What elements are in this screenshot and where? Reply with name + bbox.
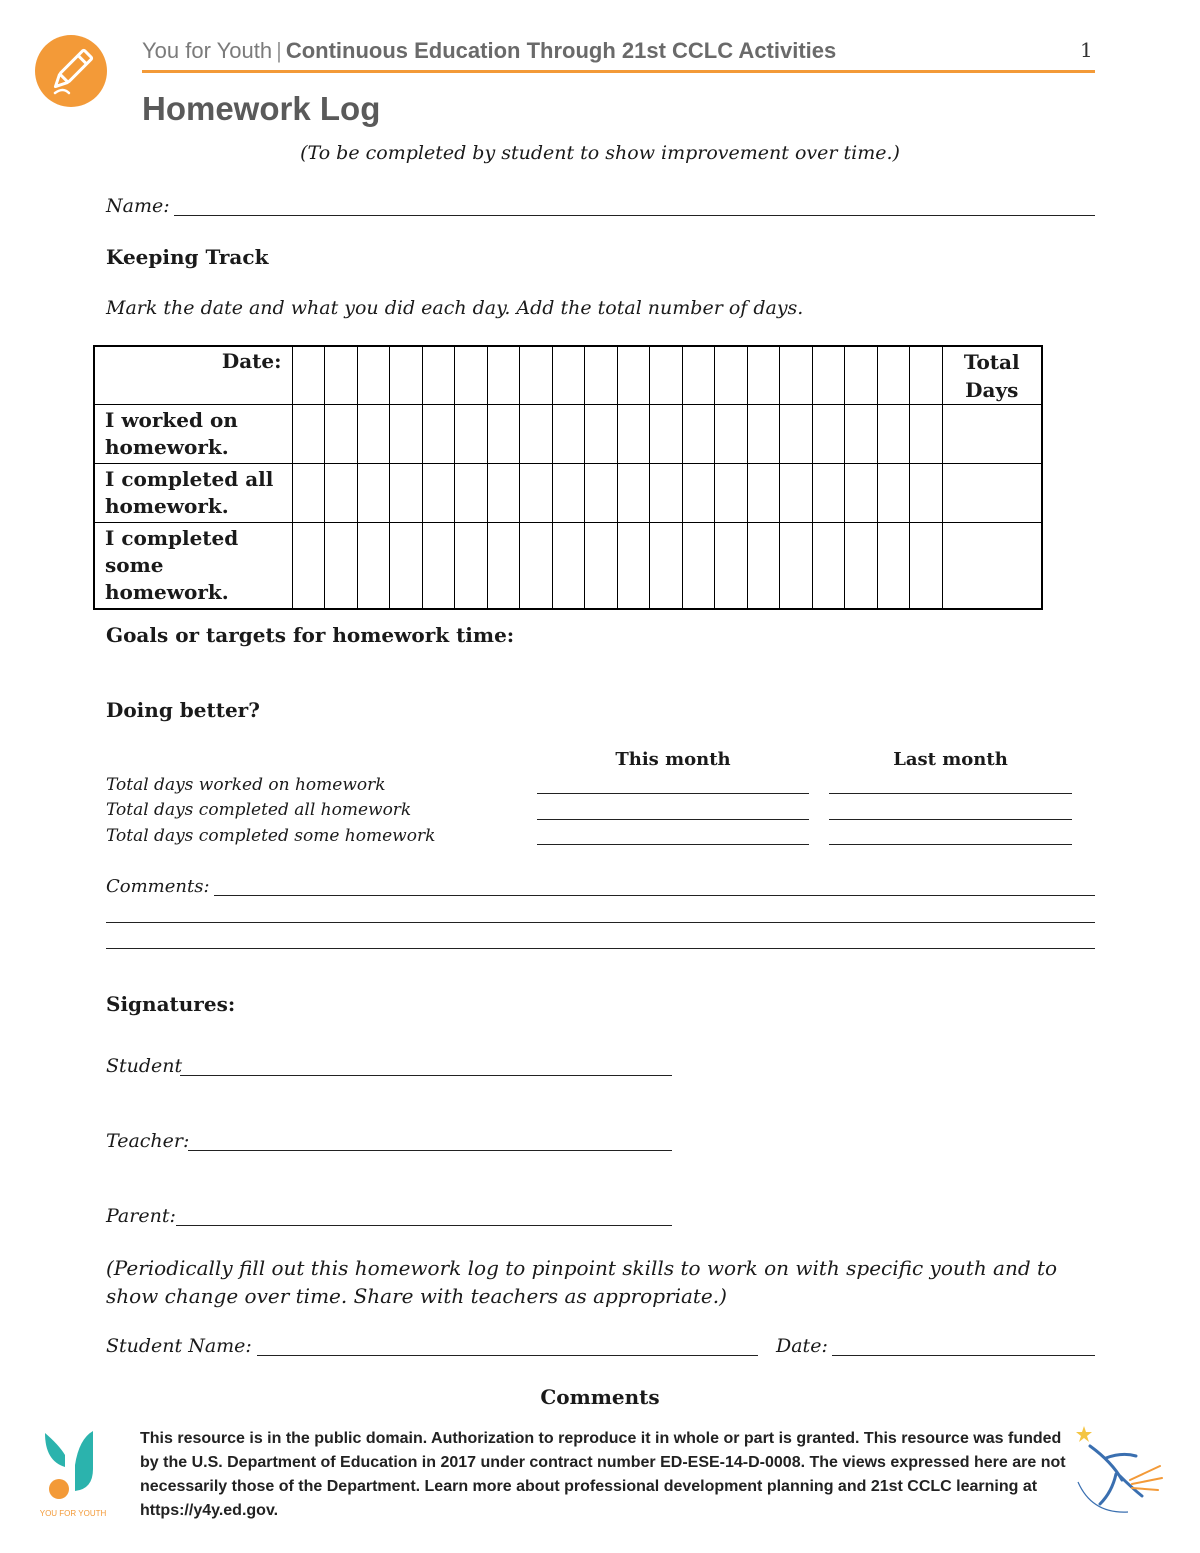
check-cell[interactable] — [552, 405, 585, 464]
date-header: Date: — [94, 346, 292, 405]
comments-heading: Comments — [540, 1385, 660, 1409]
table-row-worked — [94, 405, 1042, 464]
date-cell[interactable] — [650, 346, 683, 405]
table-row-dates — [94, 346, 1042, 405]
check-cell[interactable] — [747, 464, 780, 523]
row-label-line: homework. — [105, 580, 229, 604]
date-cell[interactable] — [617, 346, 650, 405]
check-cell[interactable] — [617, 523, 650, 610]
check-cell[interactable] — [585, 464, 618, 523]
check-cell[interactable] — [910, 464, 943, 523]
check-cell[interactable] — [715, 464, 748, 523]
this-month-header: This month — [615, 749, 731, 770]
last-month-completed-some-line[interactable] — [829, 844, 1072, 845]
date-cell[interactable] — [292, 346, 325, 405]
header-subtitle: Continuous Education Through 21st CCLC Activities — [285, 38, 837, 63]
date-cell[interactable] — [422, 346, 455, 405]
stat-label-completed-all: Total days completed all homework — [106, 800, 412, 820]
last-month-completed-all-line[interactable] — [829, 819, 1072, 820]
check-cell[interactable] — [292, 405, 325, 464]
check-cell[interactable] — [325, 464, 358, 523]
total-days-header-line1: Total — [963, 350, 1020, 374]
student-name-label: Student Name: — [106, 1335, 252, 1357]
date-cell[interactable] — [682, 346, 715, 405]
parent-signature-line[interactable] — [176, 1225, 672, 1226]
footer-disclaimer: This resource is in the public domain. Authorization to reproduce it in whole or part is granted. This resource was funded by the U.S. Department of Education in 2017 under contract number ED-ESE-14-D-0008. The views expressed here are not necessarily those of the Department. Learn more about professional development planning and 21st CCLC learning at https://y4y.ed.gov. — [140, 1430, 1066, 1519]
name-field-line[interactable] — [174, 215, 1095, 216]
check-cell[interactable] — [390, 523, 423, 610]
check-cell[interactable] — [650, 405, 683, 464]
check-cell[interactable] — [455, 523, 488, 610]
check-cell[interactable] — [845, 405, 878, 464]
check-cell[interactable] — [357, 464, 390, 523]
this-month-completed-some-line[interactable] — [537, 844, 809, 845]
student-signature-label: Student — [106, 1055, 183, 1077]
date-cell[interactable] — [552, 346, 585, 405]
page-title: Homework Log — [142, 90, 381, 127]
row-label-line: I worked on — [105, 408, 238, 432]
last-month-header: Last month — [893, 749, 1008, 770]
star-figure-logo-icon — [1072, 1422, 1168, 1522]
date-cell[interactable] — [357, 346, 390, 405]
check-cell[interactable] — [552, 523, 585, 610]
check-cell[interactable] — [812, 405, 845, 464]
keeping-track-heading: Keeping Track — [106, 245, 269, 269]
check-cell[interactable] — [357, 405, 390, 464]
last-month-worked-line[interactable] — [829, 793, 1072, 794]
check-cell[interactable] — [715, 405, 748, 464]
date-cell[interactable] — [845, 346, 878, 405]
table-row-completed-all — [94, 464, 1042, 523]
check-cell[interactable] — [877, 523, 910, 610]
check-cell[interactable] — [552, 464, 585, 523]
date-cell[interactable] — [747, 346, 780, 405]
date-cell[interactable] — [877, 346, 910, 405]
signatures-heading: Signatures: — [106, 992, 236, 1016]
row-label-completed-all — [94, 464, 292, 523]
check-cell[interactable] — [877, 405, 910, 464]
check-cell[interactable] — [845, 523, 878, 610]
check-cell[interactable] — [617, 464, 650, 523]
date-cell[interactable] — [325, 346, 358, 405]
check-cell[interactable] — [487, 405, 520, 464]
check-cell[interactable] — [325, 405, 358, 464]
comments-line[interactable] — [214, 895, 1095, 896]
total-days-header — [942, 346, 1042, 405]
date-label: Date: — [776, 1335, 828, 1357]
check-cell[interactable] — [747, 405, 780, 464]
teacher-signature-label: Teacher: — [106, 1130, 190, 1152]
stat-label-completed-some: Total days completed some homework — [106, 826, 436, 846]
check-cell[interactable] — [487, 523, 520, 610]
total-days-header-line2: Days — [965, 378, 1019, 402]
check-cell[interactable] — [780, 464, 813, 523]
row-label-line: I completed — [105, 526, 239, 550]
check-cell[interactable] — [422, 405, 455, 464]
date-cell[interactable] — [715, 346, 748, 405]
check-cell[interactable] — [780, 523, 813, 610]
header-separator: | — [276, 38, 282, 63]
brand-name: You for Youth — [142, 38, 273, 63]
check-cell[interactable] — [520, 405, 553, 464]
check-cell[interactable] — [585, 405, 618, 464]
name-label: Name: — [106, 195, 170, 217]
check-cell[interactable] — [877, 464, 910, 523]
date-cell[interactable] — [585, 346, 618, 405]
student-name-line[interactable] — [257, 1355, 758, 1356]
goals-heading: Goals or targets for homework time: — [106, 623, 515, 647]
date-cell[interactable] — [910, 346, 943, 405]
check-cell[interactable] — [422, 464, 455, 523]
check-cell[interactable] — [747, 523, 780, 610]
teacher-signature-line[interactable] — [188, 1150, 672, 1151]
check-cell[interactable] — [715, 523, 748, 610]
row-label-completed-some — [94, 523, 292, 610]
this-month-worked-line[interactable] — [537, 793, 809, 794]
page-number: 1 — [1080, 38, 1093, 62]
check-cell[interactable] — [682, 464, 715, 523]
instruction-note: (Periodically fill out this homework log to pinpoint skills to work on with specific youth and to show change over time. Share with teachers as appropriate.) — [106, 1256, 1058, 1308]
check-cell[interactable] — [357, 523, 390, 610]
check-cell[interactable] — [292, 523, 325, 610]
pencil-icon — [35, 35, 107, 107]
date-cell[interactable] — [487, 346, 520, 405]
row-label-line: homework. — [105, 435, 229, 459]
date-line[interactable] — [832, 1355, 1095, 1356]
row-label-worked — [94, 405, 292, 464]
check-cell[interactable] — [812, 464, 845, 523]
student-signature-line[interactable] — [180, 1075, 672, 1076]
check-cell[interactable] — [520, 523, 553, 610]
check-cell[interactable] — [585, 523, 618, 610]
doing-better-heading: Doing better? — [106, 698, 260, 722]
check-cell[interactable] — [780, 405, 813, 464]
check-cell[interactable] — [617, 405, 650, 464]
check-cell[interactable] — [292, 464, 325, 523]
header-divider — [142, 70, 1095, 73]
check-cell[interactable] — [682, 405, 715, 464]
row-label-line: homework. — [105, 494, 229, 518]
check-cell[interactable] — [455, 464, 488, 523]
check-cell[interactable] — [422, 523, 455, 610]
total-cell[interactable] — [942, 523, 1042, 610]
check-cell[interactable] — [650, 464, 683, 523]
date-cell[interactable] — [390, 346, 423, 405]
check-cell[interactable] — [910, 405, 943, 464]
comments-line[interactable] — [106, 922, 1095, 923]
check-cell[interactable] — [910, 523, 943, 610]
row-label-line: I completed all — [105, 467, 274, 491]
this-month-completed-all-line[interactable] — [537, 819, 809, 820]
homework-tracking-table — [93, 345, 1043, 610]
keeping-track-instructions: Mark the date and what you did each day. Add the total number of days. — [106, 297, 804, 319]
total-cell[interactable] — [942, 464, 1042, 523]
date-cell[interactable] — [780, 346, 813, 405]
check-cell[interactable] — [487, 464, 520, 523]
check-cell[interactable] — [682, 523, 715, 610]
stat-label-worked: Total days worked on homework — [106, 775, 386, 795]
check-cell[interactable] — [520, 464, 553, 523]
date-cell[interactable] — [520, 346, 553, 405]
check-cell[interactable] — [325, 523, 358, 610]
check-cell[interactable] — [390, 464, 423, 523]
check-cell[interactable] — [845, 464, 878, 523]
date-cell[interactable] — [812, 346, 845, 405]
check-cell[interactable] — [812, 523, 845, 610]
table-row-completed-some — [94, 523, 1042, 610]
check-cell[interactable] — [390, 405, 423, 464]
check-cell[interactable] — [650, 523, 683, 610]
comments-label: Comments: — [106, 876, 210, 897]
y4y-logo-text: YOU FOR YOUTH — [39, 1509, 107, 1518]
date-cell[interactable] — [455, 346, 488, 405]
parent-signature-label: Parent: — [106, 1205, 176, 1227]
comments-line[interactable] — [106, 948, 1095, 949]
header-title — [142, 38, 836, 64]
page-subtitle: (To be completed by student to show improvement over time.) — [300, 142, 900, 164]
row-label-line: some — [105, 553, 164, 577]
total-cell[interactable] — [942, 405, 1042, 464]
check-cell[interactable] — [455, 405, 488, 464]
